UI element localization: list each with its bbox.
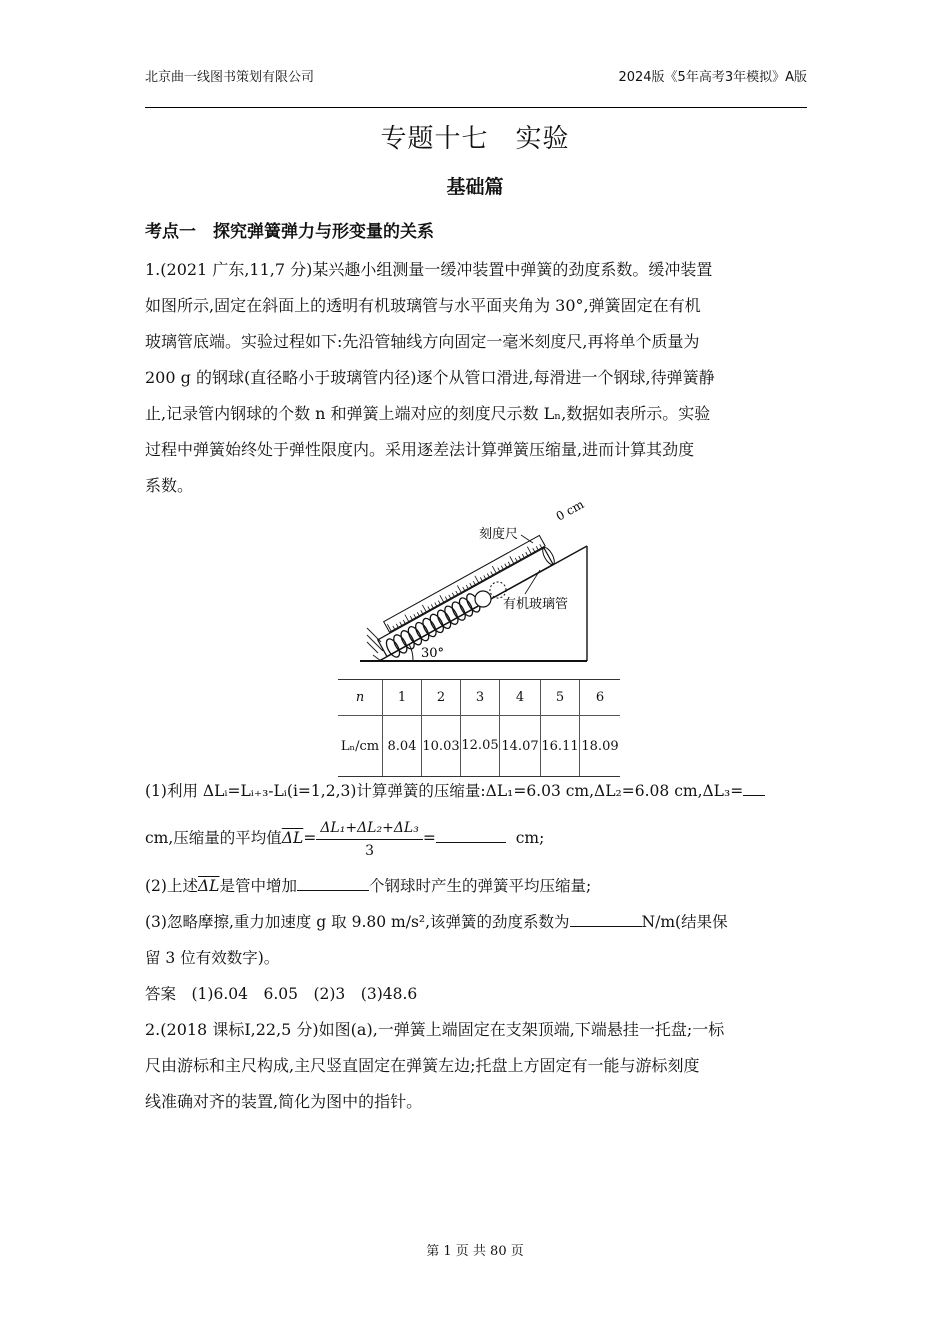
- tube-label: 有机玻璃管: [503, 597, 569, 612]
- table-cell: 1: [383, 680, 422, 716]
- mean-fraction: [316, 817, 423, 862]
- mean-symbol: $\overline{\Delta L}$: [197, 877, 220, 895]
- answer-blank: [743, 779, 765, 796]
- spring-coil: [413, 620, 431, 642]
- part-1b-suffix: cm;: [515, 829, 545, 847]
- table-cell: 6: [580, 680, 621, 716]
- question-2-text: [145, 1012, 807, 1120]
- q2-line: 2.(2018 课标Ⅰ,22,5 分)如图(a),一弹簧上端固定在支架顶端,下端悬挂一托盘;一标: [145, 1020, 725, 1039]
- page-subtitle: 基础篇: [446, 176, 504, 198]
- table-header-L: Lₙ/cm: [338, 716, 383, 777]
- angle-arc: [409, 644, 413, 661]
- part-1a: [145, 773, 807, 809]
- table-cell: 16.11: [541, 716, 580, 777]
- table-cell: 3: [461, 680, 500, 716]
- q1-line: 200 g 的钢球(直径略小于玻璃管内径)逐个从管口滑进,每滑进一个钢球,待弹簧静: [145, 368, 715, 387]
- part-3: [145, 904, 807, 976]
- part-2-end: 个钢球时产生的弹簧平均压缩量;: [368, 877, 592, 895]
- header-right: 2024版《5年高考3年模拟》A版: [618, 70, 807, 85]
- section-heading: 考点一 探究弹簧弹力与形变量的关系: [145, 222, 434, 242]
- table-cell: 8.04: [383, 716, 422, 777]
- data-table: [338, 679, 620, 777]
- fraction-denominator: 3: [365, 842, 375, 859]
- q2-line: 尺由游标和主尺构成,主尺竖直固定在弹簧左边;托盘上方固定有一能与游标刻度: [145, 1056, 700, 1075]
- table-cell: 12.05: [461, 716, 500, 777]
- q1-line: 1.(2021 广东,11,7 分)某兴趣小组测量一缓冲装置中弹簧的劲度系数。缓冲装置: [145, 260, 713, 279]
- mean-symbol: $\overline{\Delta L}$: [281, 829, 304, 847]
- page-footer: 第 1 页 共 80 页: [426, 1244, 524, 1259]
- spring-coil: [391, 633, 409, 655]
- page-title: 专题十七 实验: [380, 124, 570, 154]
- tube-leader: [525, 570, 540, 594]
- part-1a-text: (1)利用 ΔLᵢ=Lᵢ₊₃-Lᵢ(i=1,2,3)计算弹簧的压缩量:ΔL₁=6.03 cm,ΔL₂=6.08 cm,ΔL₃=: [145, 782, 744, 800]
- answer-blank: [436, 826, 506, 843]
- spring-coil: [457, 596, 475, 618]
- fraction-numerator: ΔL₁+ΔL₂+ΔL₃: [316, 817, 423, 840]
- spring-coil: [449, 600, 467, 622]
- q1-line: 止,记录管内钢球的个数 n 和弹簧上端对应的刻度尺示数 Lₙ,数据如表所示。实验: [145, 404, 711, 423]
- steel-ball: [475, 591, 491, 607]
- angle-label: 30°: [421, 646, 445, 661]
- table-header-n: n: [338, 680, 383, 716]
- spring-coil: [428, 612, 446, 634]
- part-1b-prefix: cm,压缩量的平均值: [145, 829, 282, 847]
- part-2-suffix: 是管中增加: [219, 877, 297, 895]
- spring-coil: [442, 604, 460, 626]
- q1-line: 系数。: [145, 476, 194, 495]
- header-rule: [145, 107, 807, 108]
- table-cell: 10.03: [422, 716, 461, 777]
- spring-coil: [398, 629, 416, 651]
- zero-label: 0 cm: [553, 497, 587, 524]
- q1-line: 如图所示,固定在斜面上的透明有机玻璃管与水平面夹角为 30°,弹簧固定在有机: [145, 296, 701, 315]
- header-left: 北京曲一线图书策划有限公司: [145, 70, 315, 85]
- part-3a-end: N/m(结果保: [641, 913, 728, 931]
- table-cell: 14.07: [500, 716, 541, 777]
- question-1-text: [145, 252, 807, 504]
- part-2-prefix: (2)上述: [145, 877, 198, 895]
- q1-line: 玻璃管底端。实验过程如下:先沿管轴线方向固定一毫米刻度尺,再将单个质量为: [145, 332, 700, 351]
- q1-line: 过程中弹簧始终处于弹性限度内。采用逐差法计算弹簧压缩量,进而计算其劲度: [145, 440, 695, 459]
- spring-apparatus-figure: [355, 495, 615, 670]
- answer-blank: [297, 874, 369, 891]
- table-cell: 5: [541, 680, 580, 716]
- ruler-label: 刻度尺: [479, 527, 519, 542]
- answer-line: 答案 (1)6.04 6.05 (2)3 (3)48.6: [145, 985, 418, 1003]
- answer-blank: [570, 910, 642, 927]
- spring-coil: [435, 608, 453, 630]
- part-3a-text: (3)忽略摩擦,重力加速度 g 取 9.80 m/s²,该弹簧的劲度系数为: [145, 913, 570, 931]
- spring-coil: [406, 625, 424, 647]
- spring-coil: [420, 616, 438, 638]
- table-cell: 2: [422, 680, 461, 716]
- table-cell: 4: [500, 680, 541, 716]
- q2-line: 线准确对齐的装置,简化为图中的指针。: [145, 1092, 423, 1111]
- part-3b-text: 留 3 位有效数字)。: [145, 949, 280, 967]
- part-1b: cm,压缩量的平均值$\overline{\Delta L}=$ $\frac{\text{ΔL₁+ΔL₂+ΔL₃}}{3}$ = cm;: [145, 814, 807, 862]
- part-2: [145, 868, 807, 904]
- table-cell: 18.09: [580, 716, 621, 777]
